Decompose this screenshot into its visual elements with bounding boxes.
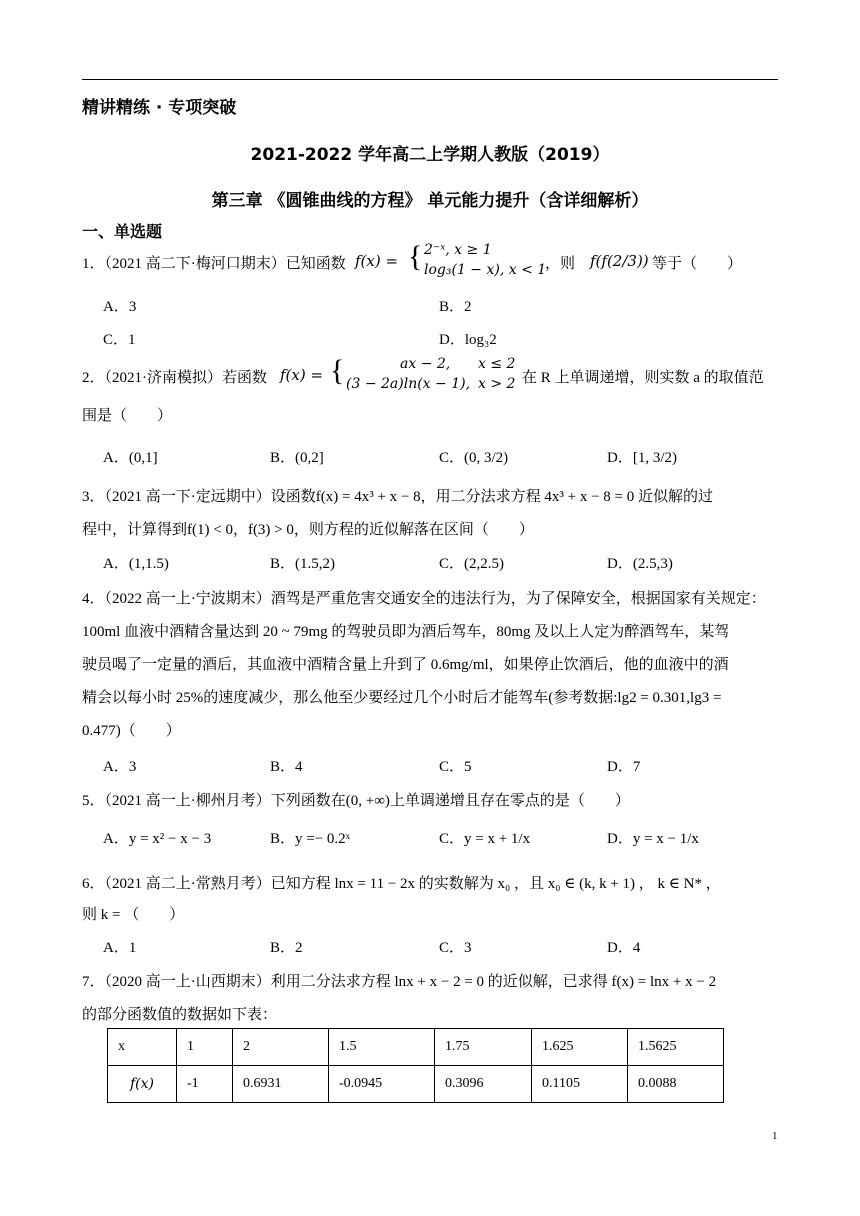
table-row	[108, 1029, 724, 1066]
table-cell: 1.625	[532, 1029, 628, 1066]
question-text: 4．（2022 高一上·宁波期末）酒驾是严重危害交通安全的违法行为，为了保障安全，根据国家有关规定：	[82, 591, 766, 607]
option-d[interactable]: D．(2.5,3)	[607, 556, 673, 572]
function-name: f(x) =	[280, 366, 324, 384]
option-c[interactable]: C．1	[103, 332, 136, 348]
table-cell: 0.0088	[628, 1066, 724, 1103]
series-title: 精讲精练 · 专项突破	[82, 98, 237, 118]
formula: f(f(2/3))	[590, 252, 649, 270]
option-b[interactable]: B．y =− 0.2ˣ	[270, 831, 351, 847]
option-d[interactable]: D．7	[607, 759, 641, 775]
option-a[interactable]: A．y = x² − x − 3	[103, 831, 212, 847]
table-cell: 0.1105	[532, 1066, 628, 1103]
question-text: 若函数	[222, 370, 268, 386]
table-cell: -0.0945	[329, 1066, 435, 1103]
option-b[interactable]: B．2	[270, 940, 303, 956]
table-cell: 1	[177, 1029, 233, 1066]
option-c[interactable]: C．(2,2.5)	[439, 556, 504, 572]
option-a[interactable]: A．(1,1.5)	[103, 556, 169, 572]
page-number: 1	[772, 1130, 778, 1142]
option-a[interactable]: A．(0,1]	[103, 450, 158, 466]
question-text: 0.477)（ ）	[82, 723, 181, 739]
question-source: （2021 高二下·梅河口期末）	[104, 256, 286, 272]
question-text: 则 k = （ ）	[82, 907, 185, 923]
table-cell: -1	[177, 1066, 233, 1103]
header-rule	[82, 79, 778, 80]
function-name: f(x) =	[355, 252, 399, 270]
function-value-table	[107, 1028, 724, 1103]
option-a[interactable]: A．3	[103, 759, 137, 775]
option-a[interactable]: A．1	[103, 940, 137, 956]
question-text: 驶员喝了一定量的酒后，其血液中酒精含量上升到了 0.6mg/ml，如果停止饮酒后，他的血液中的酒	[82, 657, 729, 673]
table-cell: 1.5625	[628, 1029, 724, 1066]
option-d[interactable]: D．4	[607, 940, 641, 956]
table-cell: 1.5	[329, 1029, 435, 1066]
table-cell: f(x)	[108, 1066, 177, 1103]
brace: {	[330, 354, 345, 387]
document-title: 2021-2022 学年高二上学期人教版（2019）	[250, 145, 610, 165]
table-cell: 1.75	[435, 1029, 532, 1066]
option-d[interactable]: D．y = x − 1/x	[607, 831, 699, 847]
question-text: 100ml 血液中酒精含量达到 20 ~ 79mg 的驾驶员即为酒后驾车，80mg 及以上人定为醉酒驾车，某驾	[82, 624, 730, 640]
question-text: 等于（ ）	[652, 256, 743, 272]
question-text: 3．（2021 高一下·定远期中）设函数f(x) = 4x³ + x − 8，用二分法求方程 4x³ + x − 8 = 0 近似解的过	[82, 489, 713, 505]
piece-1: 2⁻ˣ, x ≥ 1	[424, 242, 492, 258]
piece-2: log₃(1 − x), x < 1	[424, 262, 547, 278]
option-c[interactable]: C．y = x + 1/x	[439, 831, 531, 847]
question-text: 5．（2021 高一上·柳州月考）下列函数在(0, +∞)上单调递增且存在零点的是（ ）	[82, 793, 630, 809]
piece-2-expr: (3 − 2a)ln(x − 1),	[346, 376, 471, 392]
question-text: 的部分函数值的数据如下表：	[82, 1007, 278, 1023]
question-text: ，则	[545, 256, 576, 272]
table-cell: 2	[233, 1029, 329, 1066]
table-cell: 0.3096	[435, 1066, 532, 1103]
option-b[interactable]: B．2	[439, 299, 472, 315]
option-c[interactable]: C．3	[439, 940, 472, 956]
option-c[interactable]: C．5	[439, 759, 472, 775]
piece-1-expr: ax − 2,	[400, 356, 451, 372]
question-number: 2．	[82, 370, 105, 386]
question-text: 精会以每小时 25%的速度减少，那么他至少要经过几个小时后才能驾车(参考数据:lg2 = 0.301,lg3 =	[82, 690, 722, 706]
option-b[interactable]: B．(0,2]	[270, 450, 324, 466]
question-text: 6．（2021 高二上·常熟月考）已知方程 lnx = 11 − 2x 的实数解为 x₀ ，且 x₀ ∈ (k, k + 1) ， k ∈ N* ，	[82, 876, 721, 892]
option-d[interactable]: D．log₃2	[439, 332, 497, 348]
piece-1-cond: x ≤ 2	[478, 356, 516, 372]
section-heading: 一、单选题	[82, 222, 163, 241]
brace: {	[408, 240, 423, 273]
question-text: 7．（2020 高一上·山西期末）利用二分法求方程 lnx + x − 2 = 0 的近似解，已求得 f(x) = lnx + x − 2	[82, 974, 717, 990]
table-cell: 0.6931	[233, 1066, 329, 1103]
table-cell: x	[108, 1029, 177, 1066]
chapter-title: 第三章 《圆锥曲线的方程》 单元能力提升（含详细解析）	[211, 191, 649, 211]
table-row	[108, 1066, 724, 1103]
question-number: 1．	[82, 256, 105, 272]
option-c[interactable]: C．(0, 3/2)	[439, 450, 509, 466]
question-text: 程中，计算得到f(1) < 0，f(3) > 0，则方程的近似解落在区间（ ）	[82, 522, 534, 538]
question-stem	[82, 252, 346, 273]
question-text: 围是（ ）	[82, 408, 173, 424]
option-b[interactable]: B．(1.5,2)	[270, 556, 335, 572]
question-text: 在 R 上单调递增，则实数 a 的取值范	[522, 370, 764, 386]
question-stem	[82, 366, 267, 387]
question-source: （2021·济南模拟）	[104, 370, 223, 386]
piece-2-cond: x > 2	[478, 376, 516, 392]
option-a[interactable]: A．3	[103, 299, 137, 315]
option-d[interactable]: D．[1, 3/2)	[607, 450, 677, 466]
question-text: 已知函数	[285, 256, 346, 272]
option-b[interactable]: B．4	[270, 759, 303, 775]
